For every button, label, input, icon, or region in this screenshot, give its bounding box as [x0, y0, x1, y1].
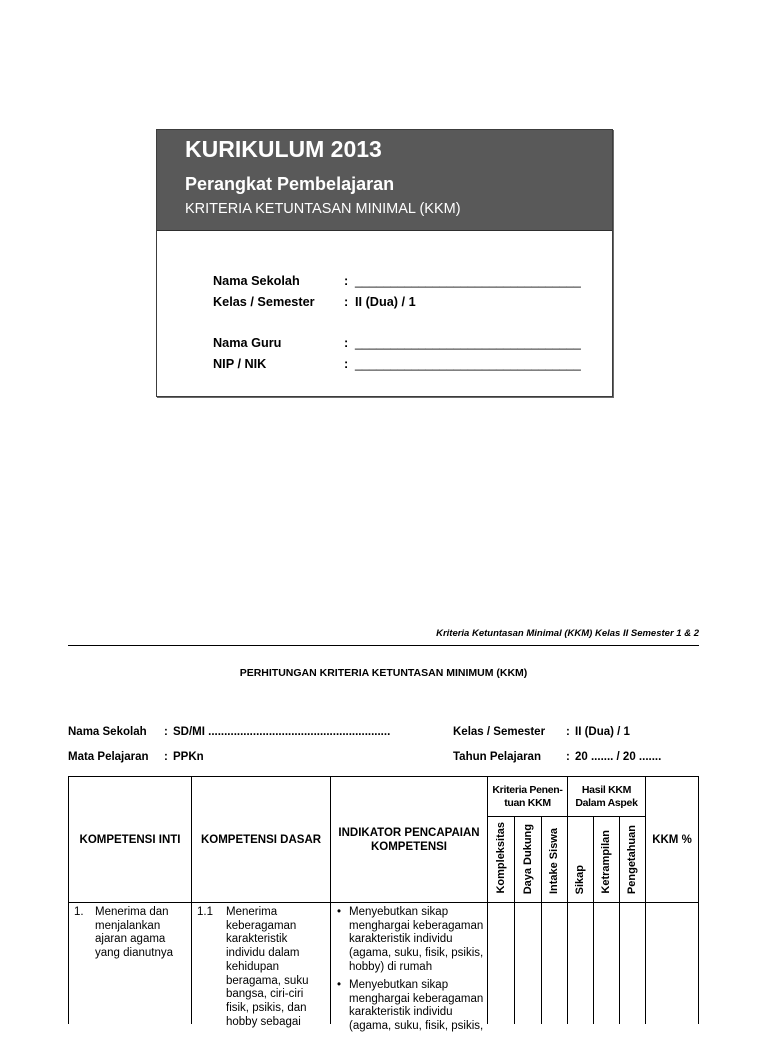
kd-text: Menerima keberagaman karakteristik individu dalam kehidupan beragama, suku bangsa, ciri-ciri fisik, psikis, dan hobby sebagai: [226, 906, 309, 1028]
bullet-icon: •: [337, 906, 342, 918]
ki-number: 1.: [74, 906, 84, 918]
header-daya-dukung: [515, 817, 541, 902]
kkm-table: [68, 776, 699, 1033]
header-intake-siswa: [542, 817, 567, 902]
info-separator: :: [164, 751, 168, 763]
cover-box: [156, 129, 613, 397]
field-separator: :: [344, 274, 349, 288]
header-label: Daya Dukung: [521, 823, 534, 894]
ki-text: Menerima dan menjalankan ajaran agama yang dianutnya: [95, 906, 174, 960]
header-label: Ketrampilan: [600, 830, 612, 894]
cover-title: KURIKULUM 2013: [185, 136, 382, 162]
field-separator: :: [344, 336, 349, 350]
bullet-icon: •: [337, 979, 342, 992]
field-label-nama-guru: Nama Guru: [213, 336, 282, 350]
table-grid-line: [68, 902, 699, 903]
field-value-nama-guru: ________________________________: [355, 336, 581, 350]
cover-header: [157, 130, 612, 231]
field-separator: :: [344, 295, 349, 309]
field-label-kelas-semester: Kelas / Semester: [213, 295, 315, 309]
indikator-text: Menyebutkan sikap menghargai keberagaman karakteristik individu (agama, suku, fisik, psikis,: [349, 979, 484, 1033]
header-hasil-kkm: [568, 777, 645, 816]
header-label-line: Dalam Aspek: [575, 796, 638, 809]
header-kkm-percent: [646, 777, 698, 902]
info-label-kelas-semester: Kelas / Semester: [453, 726, 546, 738]
info-label-mata-pelajaran: Mata Pelajaran: [68, 751, 149, 763]
header-label: KKM %: [652, 833, 692, 846]
header-label-line: Hasil KKM: [581, 783, 632, 796]
document-title: PERHITUNGAN KRITERIA KETUNTASAN MINIMUM (KKM): [239, 667, 528, 679]
field-value-kelas-semester: II (Dua) / 1: [355, 295, 416, 309]
info-value-mata-pelajaran: PPKn: [173, 751, 204, 763]
indikator-list: [337, 906, 489, 1038]
cover-heading: KRITERIA KETUNTASAN MINIMAL (KKM): [185, 201, 461, 217]
field-value-nama-sekolah: ________________________________: [355, 274, 581, 288]
kd-number: 1.1: [197, 906, 213, 918]
info-separator: :: [566, 726, 570, 738]
list-item: [337, 906, 489, 975]
header-label: Kompleksitas: [494, 822, 507, 894]
list-item: [337, 979, 489, 1034]
header-indikator: [331, 777, 487, 902]
field-label-nama-sekolah: Nama Sekolah: [213, 274, 300, 288]
indikator-text: Menyebutkan sikap menghargai keberagaman karakteristik individu (agama, suku, fisik, psikis, hobby) di rumah: [349, 906, 484, 973]
header-label: KOMPETENSI DASAR: [200, 833, 322, 846]
header-label: Pengetahuan: [626, 824, 638, 894]
header-kriteria-penentuan: [488, 777, 567, 816]
field-value-nip-nik: ________________________________: [355, 357, 581, 371]
info-value-tahun-pelajaran: 20 ....... / 20 .......: [575, 751, 662, 763]
header-pengetahuan: [620, 817, 645, 902]
header-ketrampilan: [594, 817, 619, 902]
cover-subtitle: Perangkat Pembelajaran: [185, 174, 395, 194]
header-label-line: KOMPETENSI: [370, 840, 448, 853]
header-kompetensi-inti: [69, 777, 191, 902]
info-separator: :: [566, 751, 570, 763]
header-label-line: tuan KKM: [504, 796, 551, 809]
header-label-line: Kriteria Penen-: [492, 783, 563, 796]
info-separator: :: [164, 726, 168, 738]
table-grid-line: [698, 776, 699, 1024]
header-kompetensi-dasar: [192, 777, 330, 902]
info-value-nama-sekolah: SD/MI .........................................................: [173, 726, 391, 738]
field-label-nip-nik: NIP / NIK: [213, 357, 267, 371]
header-rule: [68, 645, 699, 646]
info-label-tahun-pelajaran: Tahun Pelajaran: [453, 751, 541, 763]
header-label: KOMPETENSI INTI: [79, 833, 181, 846]
field-separator: :: [344, 357, 349, 371]
info-label-nama-sekolah: Nama Sekolah: [68, 726, 147, 738]
header-label: Sikap: [574, 864, 586, 894]
header-kompleksitas: [488, 817, 514, 902]
header-sikap: [568, 817, 593, 902]
header-label-line: INDIKATOR PENCAPAIAN: [338, 826, 480, 839]
info-value-kelas-semester: II (Dua) / 1: [575, 726, 630, 738]
page-running-header: Kriteria Ketuntasan Minimal (KKM) Kelas II Semester 1 & 2: [436, 628, 699, 639]
header-label: Intake Siswa: [548, 827, 560, 894]
